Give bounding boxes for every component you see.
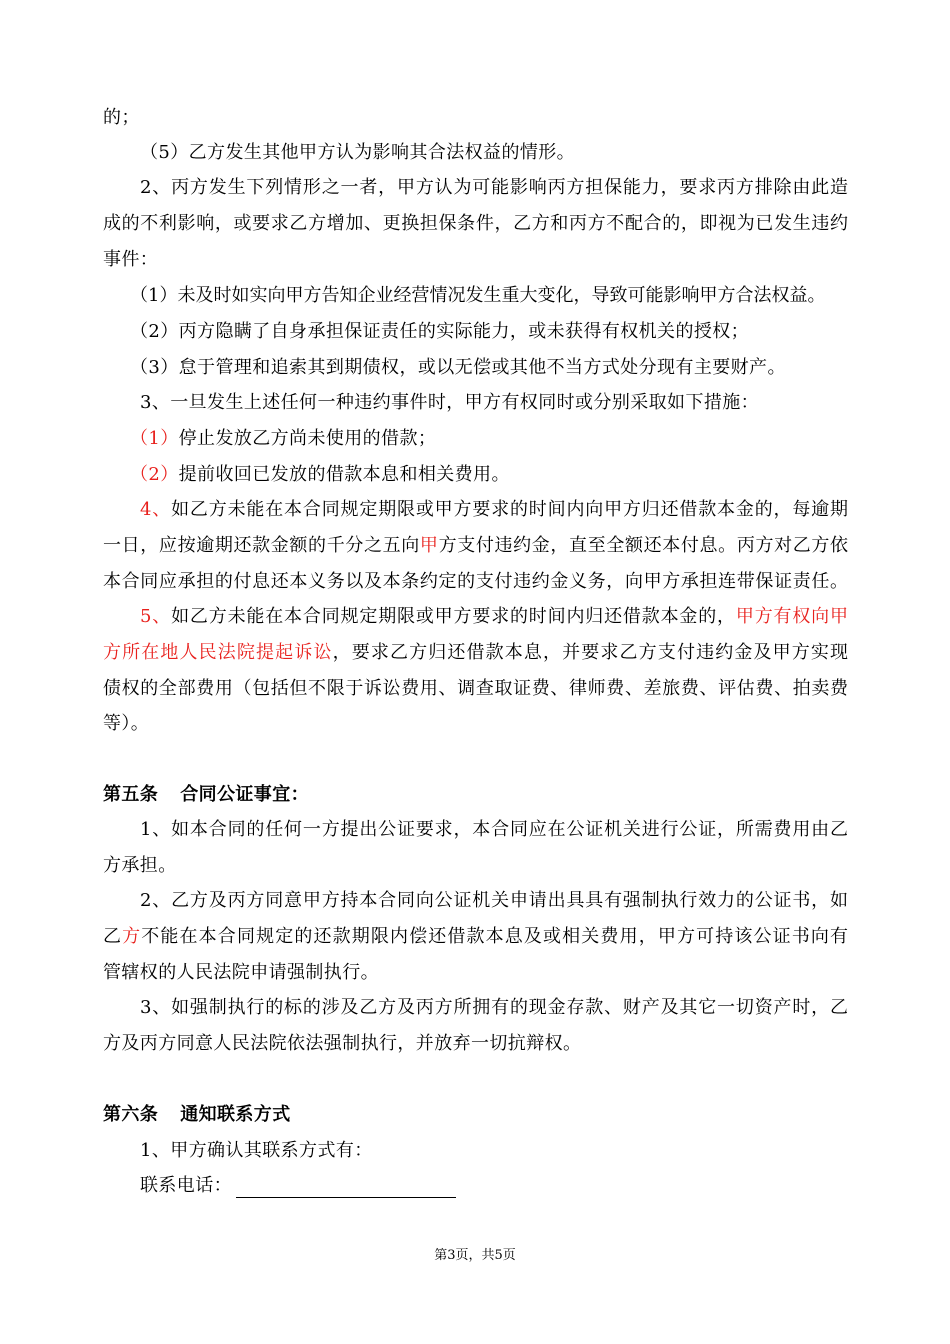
paragraph-line: 管辖权的人民法院申请强制执行。 [103, 962, 379, 983]
paragraph-line: 5、如乙方未能在本合同规定期限或甲方要求的时间内归还借款本金的，甲方有权向甲 [140, 606, 849, 627]
paragraph-line: 4、如乙方未能在本合同规定期限或甲方要求的时间内向甲方归还借款本金的，每逾期 [140, 499, 849, 520]
list-item: （1）停止发放乙方尚未使用的借款； [130, 428, 437, 449]
paragraph-line: 一日，应按逾期还款金额的千分之五向甲方支付违约金，直至全额还本付息。丙方对乙方依 [103, 535, 849, 556]
paragraph-line: 方承担。 [103, 855, 177, 876]
paragraph-line: 方及丙方同意人民法院依法强制执行，并放弃一切抗辩权。 [103, 1033, 582, 1054]
paragraph-line: 1、如本合同的任何一方提出公证要求，本合同应在公证机关进行公证，所需费用由乙 [140, 819, 848, 840]
phone-label: 联系电话： [140, 1175, 232, 1196]
red-text: 方所在地人民法院提起诉讼 [103, 642, 333, 663]
paragraph-line: 事件： [103, 249, 159, 270]
red-text: 甲 [419, 535, 439, 556]
list-item: （3）怠于管理和追索其到期债权，或以无偿或其他不当方式处分现有主要财产。 [130, 357, 786, 378]
paragraph-line: 2、乙方及丙方同意甲方持本合同向公证机关申请出具具有强制执行效力的公证书，如 [140, 890, 848, 911]
paragraph-line: 乙方不能在本合同规定的还款期限内偿还借款本息及或相关费用，甲方可持该公证书向有 [103, 926, 849, 947]
red-text: 4、 [140, 499, 172, 520]
list-item: （2）丙方隐瞒了自身承担保证责任的实际能力，或未获得有权机关的授权； [130, 321, 750, 342]
red-text: 5、 [140, 606, 172, 627]
red-text: 甲方有权向甲 [735, 606, 849, 627]
paragraph-line: 1、甲方确认其联系方式有： [140, 1140, 373, 1161]
section-heading: 第五条 合同公证事宜： [103, 784, 310, 805]
list-item: （1）未及时如实向甲方告知企业经营情况发生重大变化，导致可能影响甲方合法权益。 [130, 285, 826, 306]
paragraph-line: 2、丙方发生下列情形之一者，甲方认为可能影响丙方担保能力，要求丙方排除由此造 [140, 177, 848, 198]
list-item: （2）提前收回已发放的借款本息和相关费用。 [130, 464, 510, 485]
paragraph-line: 的； [103, 107, 140, 128]
paragraph-line: 成的不利影响，或要求乙方增加、更换担保条件，乙方和丙方不配合的，即视为已发生违约 [103, 213, 848, 234]
page-footer: 第3页，共5页 [434, 1248, 516, 1263]
paragraph-line: （5）乙方发生其他甲方认为影响其合法权益的情形。 [140, 142, 576, 163]
red-text: （1） [130, 428, 179, 449]
paragraph-line: 3、如强制执行的标的涉及乙方及丙方所拥有的现金存款、财产及其它一切资产时，乙 [140, 997, 848, 1018]
paragraph-line: 债权的全部费用（包括但不限于诉讼费用、调查取证费、律师费、差旅费、评估费、拍卖费 [103, 678, 848, 699]
paragraph-line: 等）。 [103, 713, 150, 734]
red-text: 方 [122, 926, 142, 947]
phone-blank-line [236, 1175, 456, 1198]
section-heading: 第六条 通知联系方式 [103, 1104, 291, 1125]
paragraph-line: 3、一旦发生上述任何一种违约事件时，甲方有权同时或分别采取如下措施： [140, 392, 760, 413]
paragraph-line: 方所在地人民法院提起诉讼，要求乙方归还借款本息，并要求乙方支付违约金及甲方实现 [103, 642, 848, 663]
phone-field [140, 1174, 456, 1198]
red-text: （2） [130, 464, 179, 485]
paragraph-line: 本合同应承担的付息还本义务以及本条约定的支付违约金义务，向甲方承担连带保证责任。 [103, 571, 848, 592]
